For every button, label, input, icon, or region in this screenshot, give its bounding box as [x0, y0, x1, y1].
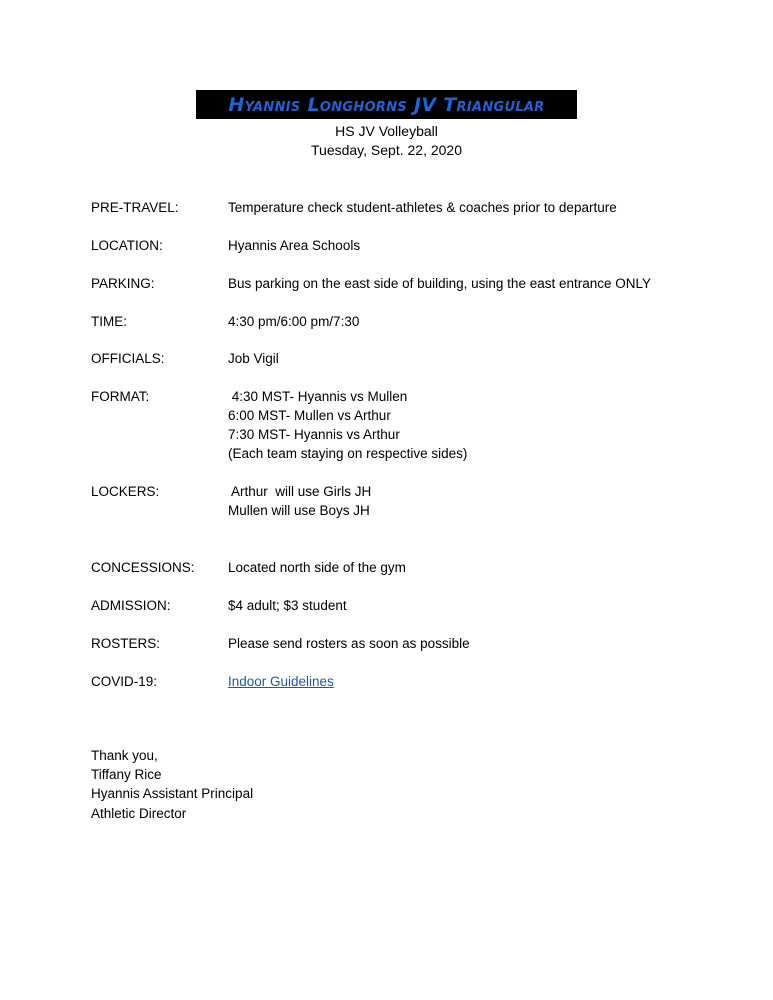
detail-label: PRE-TRAVEL:	[91, 200, 179, 215]
signoff-line: Thank you,	[91, 748, 158, 763]
detail-label: FORMAT:	[91, 389, 150, 404]
lockers-line: Arthur will use Girls JH	[228, 484, 372, 499]
detail-value: 4:30 pm/6:00 pm/7:30	[228, 314, 360, 329]
detail-label: CONCESSIONS:	[91, 560, 195, 575]
format-schedule	[228, 387, 467, 463]
signoff-line: Athletic Director	[91, 805, 187, 821]
document-title: Hyannis Longhorns JV Triangular	[228, 93, 545, 116]
format-line: 4:30 MST- Hyannis vs Mullen	[228, 389, 408, 404]
lockers-assignments	[228, 482, 371, 520]
signoff-name: Tiffany Rice	[91, 767, 162, 783]
detail-label: ADMISSION:	[91, 598, 171, 613]
detail-label: LOCATION:	[91, 238, 163, 253]
detail-value: Temperature check student-athletes & coaches prior to departure	[228, 200, 617, 215]
signoff-block	[91, 746, 253, 823]
lockers-line: Mullen will use Boys JH	[228, 503, 370, 518]
detail-label: TIME:	[91, 314, 127, 329]
detail-value: Located north side of the gym	[228, 560, 406, 575]
detail-label: PARKING:	[91, 276, 155, 291]
signoff-line: Hyannis Assistant Principal	[91, 786, 254, 802]
detail-label: LOCKERS:	[91, 484, 160, 499]
detail-label: ROSTERS:	[91, 636, 161, 651]
detail-value: Hyannis Area Schools	[228, 238, 361, 253]
title-banner	[196, 90, 577, 119]
indoor-guidelines-link[interactable]: Indoor Guidelines	[228, 674, 334, 689]
detail-label: OFFICIALS:	[91, 351, 165, 366]
event-sport: HS JV Volleyball	[335, 123, 438, 139]
format-line: 7:30 MST- Hyannis vs Arthur	[228, 427, 400, 442]
detail-value: $4 adult; $3 student	[228, 598, 347, 613]
detail-value: Job Vigil	[228, 351, 279, 366]
format-line: 6:00 MST- Mullen vs Arthur	[228, 408, 391, 423]
format-line: (Each team staying on respective sides)	[228, 446, 468, 461]
detail-label: COVID-19:	[91, 674, 158, 689]
detail-value: Bus parking on the east side of building, using the east entrance ONLY	[228, 276, 652, 291]
detail-value: Please send rosters as soon as possible	[228, 636, 470, 651]
event-date: Tuesday, Sept. 22, 2020	[311, 142, 462, 158]
